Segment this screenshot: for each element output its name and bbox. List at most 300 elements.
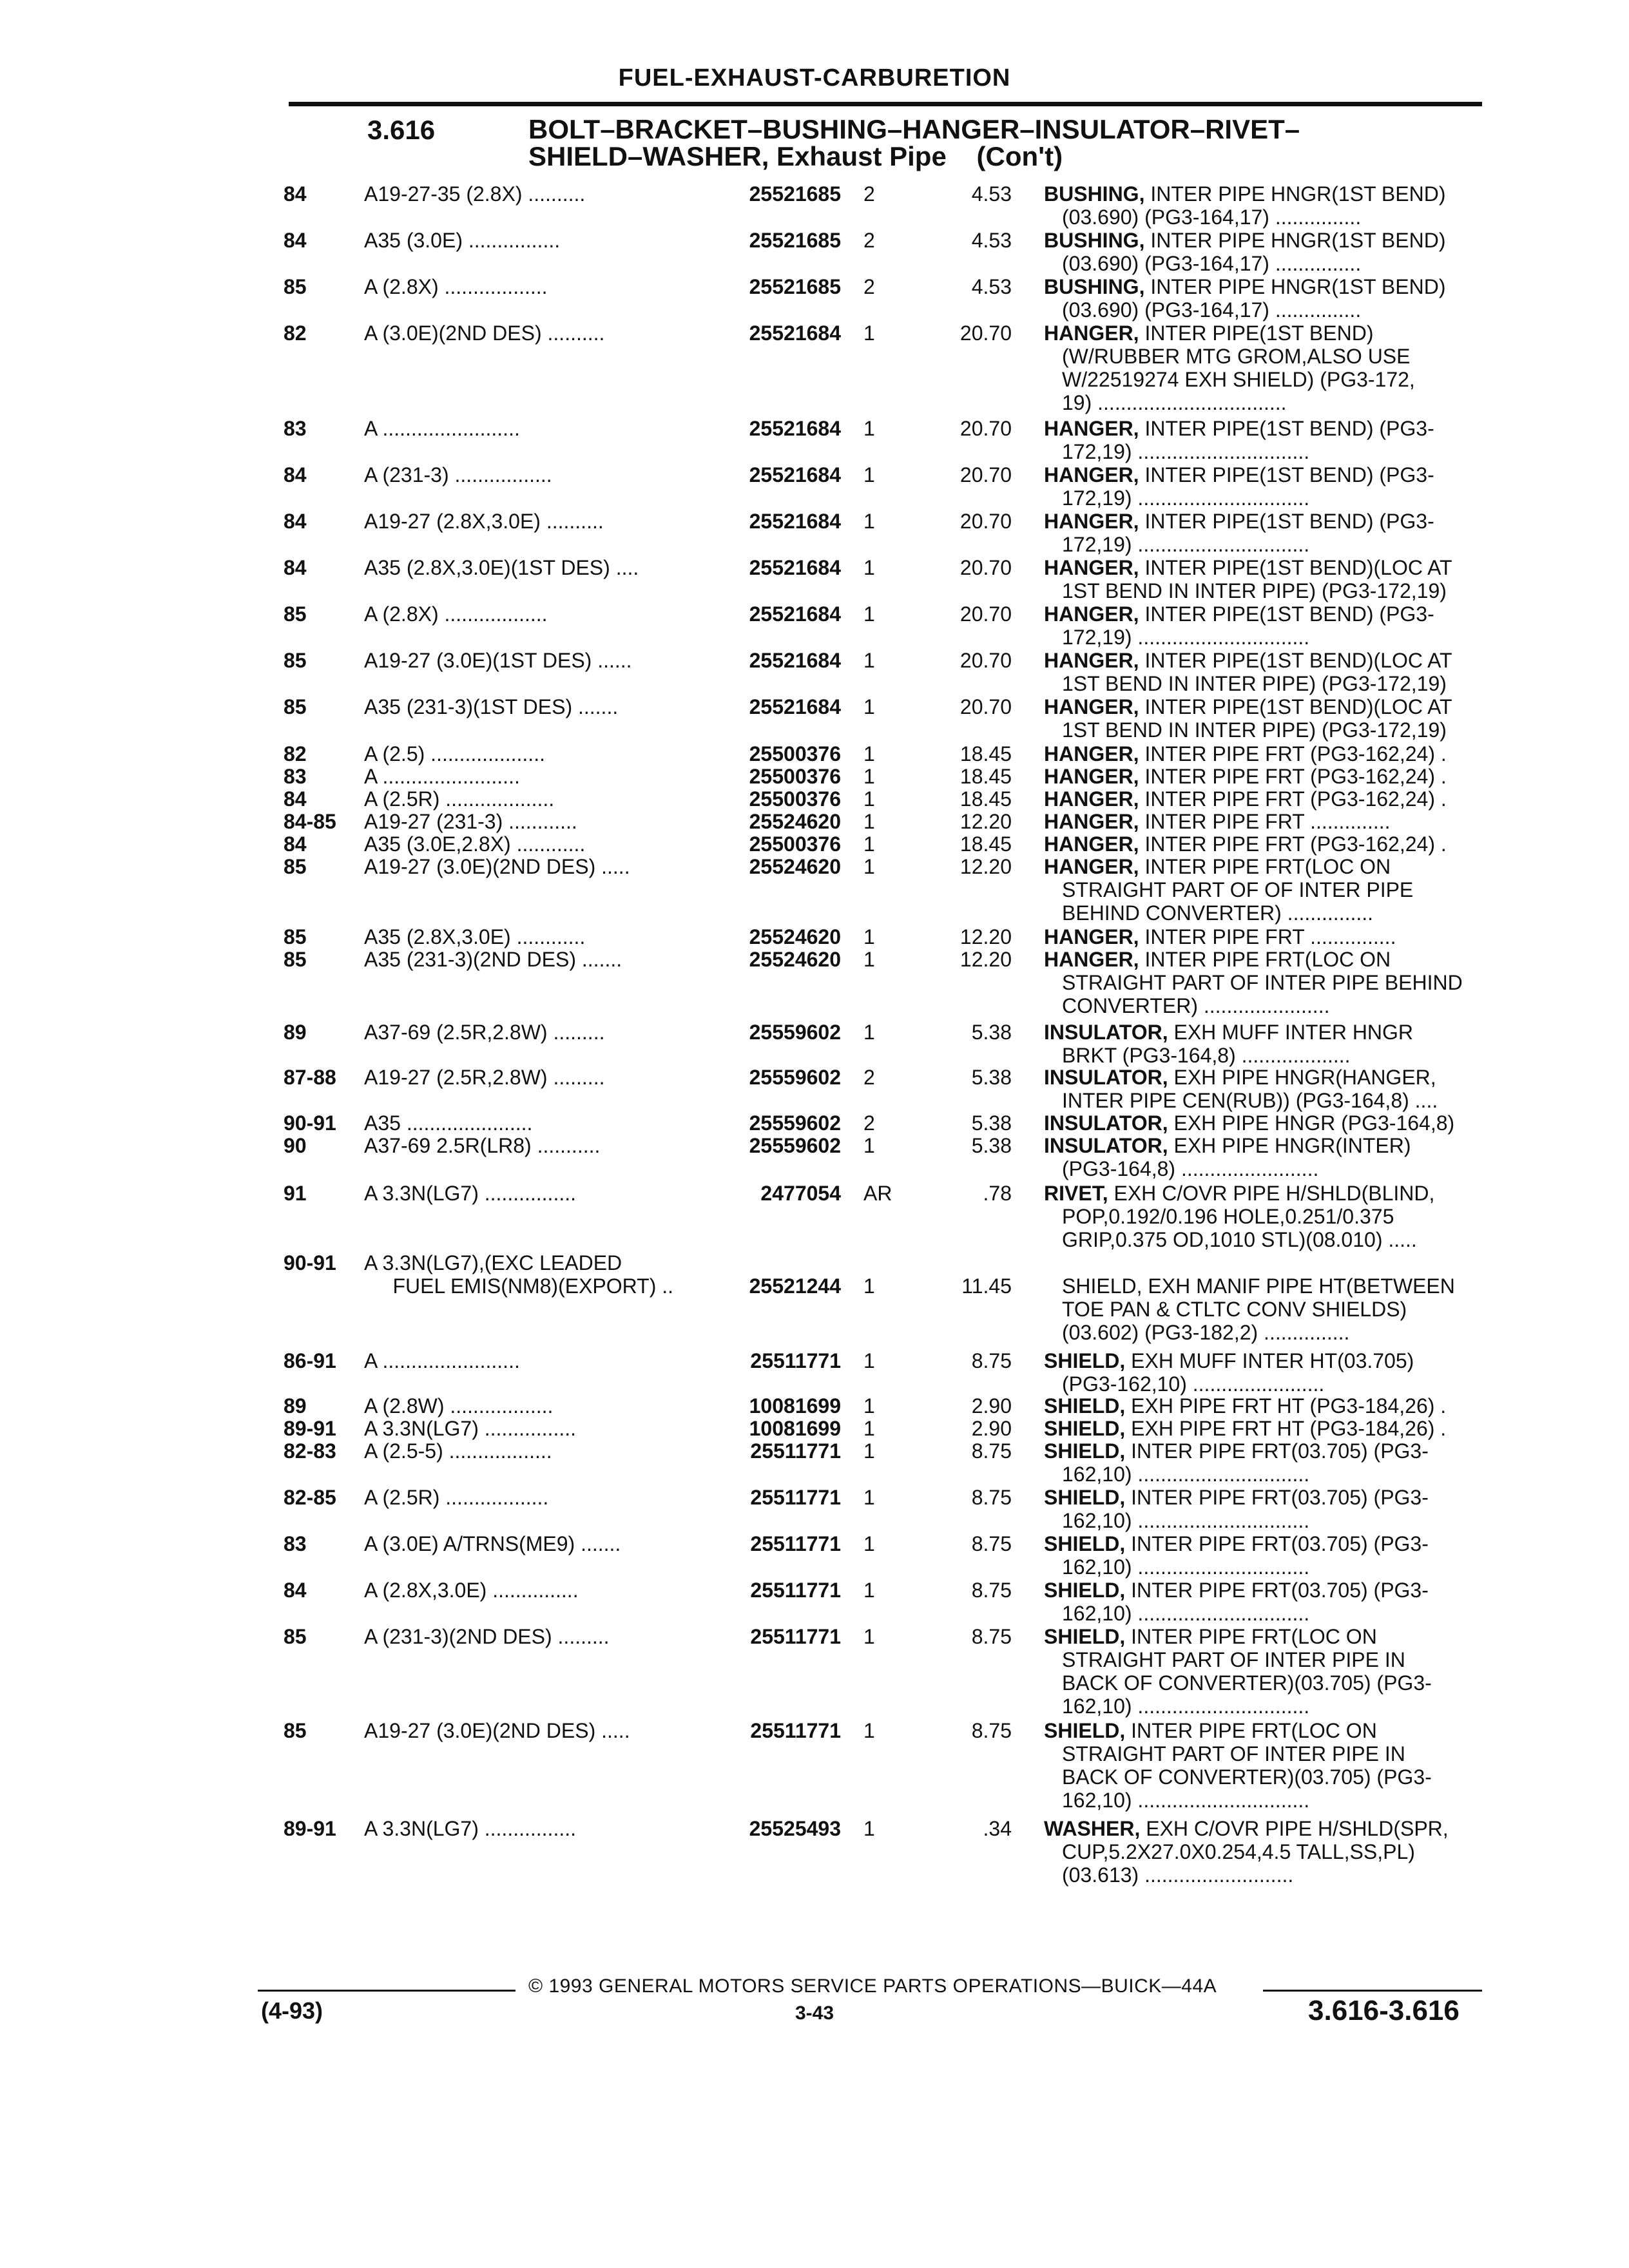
price: 4.53 xyxy=(971,229,1012,252)
price: 8.75 xyxy=(971,1719,1012,1742)
description-line xyxy=(1044,787,1521,811)
model-application: A19-27-35 (2.8X) .......... xyxy=(364,182,586,206)
part-name: HANGER, xyxy=(1044,602,1139,626)
description-text: EXH C/OVR PIPE H/SHLD(BLIND, xyxy=(1108,1182,1435,1205)
description-line xyxy=(1044,1579,1521,1602)
part-name: HANGER, xyxy=(1044,556,1139,579)
part-number: 25521244 xyxy=(749,1274,841,1298)
description-text: EXH PIPE HNGR (PG3-164,8) xyxy=(1168,1111,1455,1135)
part-number: 25500376 xyxy=(749,832,841,856)
part-number: 25521684 xyxy=(749,649,841,672)
part-description xyxy=(1044,1439,1521,1486)
fig-number: 85 xyxy=(284,925,307,948)
price: 12.20 xyxy=(959,855,1012,878)
fig-number: 90 xyxy=(284,1134,307,1157)
part-name: HANGER, xyxy=(1044,417,1139,440)
price: 20.70 xyxy=(959,322,1012,345)
part-name: SHIELD, xyxy=(1044,1579,1126,1602)
part-description xyxy=(1044,1817,1521,1887)
part-description xyxy=(1044,855,1521,925)
part-number: 25511771 xyxy=(750,1719,841,1742)
quantity: 1 xyxy=(863,1439,875,1463)
fig-number: 85 xyxy=(284,275,307,298)
fig-number: 83 xyxy=(284,417,307,440)
part-number: 25511771 xyxy=(750,1349,841,1372)
description-line: STRAIGHT PART OF INTER PIPE BEHIND xyxy=(1062,971,1463,994)
part-number: 25511771 xyxy=(750,1532,841,1555)
quantity: 1 xyxy=(863,510,875,533)
model-application: A (2.8X,3.0E) ............... xyxy=(364,1579,579,1602)
part-description xyxy=(1044,1066,1521,1112)
description-line: (PG3-164,8) ........................ xyxy=(1062,1157,1319,1180)
model-application: A ........................ xyxy=(364,765,520,788)
part-name: HANGER, xyxy=(1044,925,1139,948)
model-application: A37-69 (2.5R,2.8W) ......... xyxy=(364,1021,605,1044)
description-line: 162,10) .............................. xyxy=(1062,1463,1310,1486)
quantity: 1 xyxy=(863,1134,875,1157)
price: 20.70 xyxy=(959,602,1012,626)
part-name: BUSHING, xyxy=(1044,275,1145,298)
price: 8.75 xyxy=(971,1579,1012,1602)
model-application: A19-27 (2.8X,3.0E) .......... xyxy=(364,510,604,533)
quantity: 1 xyxy=(863,1417,875,1440)
description-line: (W/RUBBER MTG GROM,ALSO USE xyxy=(1062,345,1411,368)
description-text: INTER PIPE FRT(03.705) (PG3- xyxy=(1125,1439,1429,1463)
fig-number: 84 xyxy=(284,832,307,856)
part-name: SHIELD, xyxy=(1044,1394,1126,1418)
description-line: GRIP,0.375 OD,1010 STL)(08.010) ..... xyxy=(1062,1228,1417,1251)
part-number: 25521684 xyxy=(749,463,841,486)
part-number: 10081699 xyxy=(749,1394,841,1418)
footer-page-number: 3-43 xyxy=(795,2003,834,2024)
description-text: INTER PIPE FRT ............... xyxy=(1139,925,1396,948)
quantity: 2 xyxy=(863,182,875,206)
section-title-line2: SHIELD–WASHER, Exhaust Pipe xyxy=(528,141,947,171)
model-application: A (3.0E) A/TRNS(ME9) ....... xyxy=(364,1532,621,1555)
model-application: A19-27 (2.5R,2.8W) ......... xyxy=(364,1066,605,1089)
description-line: BACK OF CONVERTER)(03.705) (PG3- xyxy=(1062,1671,1432,1695)
description-line xyxy=(1044,1349,1521,1372)
quantity: 1 xyxy=(863,1021,875,1044)
fig-number: 82-85 xyxy=(284,1486,336,1509)
description-line xyxy=(1044,1486,1521,1509)
part-number: 25525493 xyxy=(749,1817,841,1840)
part-name: HANGER, xyxy=(1044,649,1139,672)
model-application: A19-27 (231-3) ............ xyxy=(364,810,577,833)
model-application: A 3.3N(LG7),(EXC LEADED FUEL EMIS(NM8)(EXPORT) .. xyxy=(364,1251,674,1298)
fig-number: 84 xyxy=(284,182,307,206)
fig-number: 84 xyxy=(284,510,307,533)
description-line: STRAIGHT PART OF OF INTER PIPE xyxy=(1062,878,1414,901)
quantity: 1 xyxy=(863,1486,875,1509)
part-description xyxy=(1044,510,1521,556)
part-name: HANGER, xyxy=(1044,832,1139,856)
section-title-line1: BOLT–BRACKET–BUSHING–HANGER–INSULATOR–RIVET– xyxy=(528,114,1300,144)
description-text: INTER PIPE HNGR(1ST BEND) xyxy=(1144,182,1446,206)
part-description xyxy=(1044,1021,1521,1067)
description-text: INTER PIPE FRT(LOC ON xyxy=(1125,1719,1377,1742)
model-application: A (231-3)(2ND DES) ......... xyxy=(364,1625,610,1648)
part-number: 25521684 xyxy=(749,695,841,718)
part-name: INSULATOR, xyxy=(1044,1066,1168,1089)
description-line xyxy=(1044,1625,1521,1648)
description-line: 172,19) .............................. xyxy=(1062,486,1310,510)
price: .78 xyxy=(983,1182,1012,1205)
footer-date-code: (4-93) xyxy=(261,1997,323,2024)
part-description xyxy=(1044,229,1521,275)
description-text: INTER PIPE(1ST BEND) (PG3- xyxy=(1139,417,1434,440)
part-number: 25524620 xyxy=(749,925,841,948)
part-description xyxy=(1044,1417,1521,1440)
description-line: STRAIGHT PART OF INTER PIPE IN xyxy=(1062,1648,1405,1671)
part-number: 25521685 xyxy=(749,229,841,252)
description-line: INTER PIPE CEN(RUB)) (PG3-164,8) .... xyxy=(1062,1089,1438,1112)
description-text: INTER PIPE FRT(03.705) (PG3- xyxy=(1125,1486,1429,1509)
part-description xyxy=(1044,649,1521,695)
fig-number: 84-85 xyxy=(284,810,336,833)
model-application: A 3.3N(LG7) ................ xyxy=(364,1182,576,1205)
part-name: SHIELD, xyxy=(1044,1439,1126,1463)
part-number: 2477054 xyxy=(760,1182,841,1205)
part-name: HANGER, xyxy=(1044,948,1139,971)
description-text: INTER PIPE(1ST BEND) (PG3- xyxy=(1139,510,1434,533)
description-line xyxy=(1044,1134,1521,1157)
quantity: 1 xyxy=(863,1349,875,1372)
part-name: SHIELD, xyxy=(1044,1532,1126,1555)
part-number: 25500376 xyxy=(749,765,841,788)
description-line: 162,10) .............................. xyxy=(1062,1555,1310,1579)
price: 20.70 xyxy=(959,695,1012,718)
price: 11.45 xyxy=(961,1274,1012,1298)
description-line xyxy=(1044,1719,1521,1742)
part-name: HANGER, xyxy=(1044,463,1139,486)
fig-number: 82 xyxy=(284,322,307,345)
description-text: EXH PIPE HNGR(HANGER, xyxy=(1168,1066,1436,1089)
fig-number: 85 xyxy=(284,948,307,971)
part-description xyxy=(1044,695,1521,742)
description-text: INTER PIPE(1ST BEND) (PG3- xyxy=(1139,602,1434,626)
model-application: A (3.0E)(2ND DES) .......... xyxy=(364,322,605,345)
model-application: A 3.3N(LG7) ................ xyxy=(364,1417,576,1440)
price: 5.38 xyxy=(971,1111,1012,1135)
model-application: A35 ...................... xyxy=(364,1111,533,1135)
price: 18.45 xyxy=(959,765,1012,788)
part-name: HANGER, xyxy=(1044,855,1139,878)
part-description xyxy=(1044,948,1521,1017)
price: .34 xyxy=(983,1817,1012,1840)
model-application: A19-27 (3.0E)(2ND DES) ..... xyxy=(364,855,630,878)
description-line: STRAIGHT PART OF INTER PIPE IN xyxy=(1062,1742,1405,1765)
model-application: A (2.5R) ................... xyxy=(364,787,555,811)
description-line xyxy=(1044,855,1521,878)
section-title xyxy=(528,116,1300,170)
quantity: 1 xyxy=(863,948,875,971)
fig-number: 85 xyxy=(284,855,307,878)
description-text: EXH MUFF INTER HT(03.705) xyxy=(1125,1349,1414,1372)
model-application: A35 (231-3)(2ND DES) ....... xyxy=(364,948,622,971)
part-name: HANGER, xyxy=(1044,742,1139,765)
quantity: 2 xyxy=(863,275,875,298)
model-application: A (231-3) ................. xyxy=(364,463,552,486)
part-description xyxy=(1044,1349,1521,1396)
price: 20.70 xyxy=(959,463,1012,486)
quantity: 1 xyxy=(863,556,875,579)
description-text: EXH C/OVR PIPE H/SHLD(SPR, xyxy=(1140,1817,1449,1840)
part-name: BUSHING, xyxy=(1044,182,1145,206)
quantity: 1 xyxy=(863,787,875,811)
part-description xyxy=(1044,810,1521,833)
price: 12.20 xyxy=(959,810,1012,833)
part-name: RIVET, xyxy=(1044,1182,1108,1205)
description-line: (03.602) (PG3-182,2) ............... xyxy=(1062,1321,1350,1344)
part-description xyxy=(1044,463,1521,510)
description-line xyxy=(1044,1066,1521,1089)
description-line xyxy=(1044,1439,1521,1463)
part-description xyxy=(1044,742,1521,765)
description-line xyxy=(1044,1417,1521,1440)
fig-number: 84 xyxy=(284,556,307,579)
description-text: INTER PIPE FRT (PG3-162,24) . xyxy=(1139,832,1447,856)
description-line: CUP,5.2X27.0X0.254,4.5 TALL,SS,PL) xyxy=(1062,1840,1415,1863)
part-description xyxy=(1044,275,1521,322)
quantity: 1 xyxy=(863,742,875,765)
quantity: 1 xyxy=(863,925,875,948)
price: 12.20 xyxy=(959,948,1012,971)
price: 5.38 xyxy=(971,1021,1012,1044)
part-number: 10081699 xyxy=(749,1417,841,1440)
fig-number: 89-91 xyxy=(284,1817,336,1840)
fig-number: 84 xyxy=(284,787,307,811)
quantity: 1 xyxy=(863,810,875,833)
model-application: A37-69 2.5R(LR8) ........... xyxy=(364,1134,601,1157)
part-number: 25511771 xyxy=(750,1579,841,1602)
part-description xyxy=(1044,417,1521,463)
price: 18.45 xyxy=(959,832,1012,856)
description-text: INTER PIPE FRT(03.705) (PG3- xyxy=(1125,1532,1429,1555)
description-line xyxy=(1044,742,1521,765)
model-application: A35 (2.8X,3.0E)(1ST DES) .... xyxy=(364,556,639,579)
fig-number: 85 xyxy=(284,695,307,718)
model-application: A19-27 (3.0E)(1ST DES) ...... xyxy=(364,649,632,672)
quantity: 1 xyxy=(863,1625,875,1648)
part-number: 25559602 xyxy=(749,1066,841,1089)
description-line: 1ST BEND IN INTER PIPE) (PG3-172,19) xyxy=(1062,579,1447,602)
part-number: 25524620 xyxy=(749,855,841,878)
model-application: A (2.5) .................... xyxy=(364,742,545,765)
description-line: (03.690) (PG3-164,17) ............... xyxy=(1062,206,1362,229)
description-line: 162,10) .............................. xyxy=(1062,1602,1310,1625)
model-application: A35 (231-3)(1ST DES) ....... xyxy=(364,695,619,718)
fig-number: 87-88 xyxy=(284,1066,336,1089)
part-number: 25524620 xyxy=(749,948,841,971)
part-number: 25559602 xyxy=(749,1134,841,1157)
fig-number: 85 xyxy=(284,649,307,672)
description-line xyxy=(1044,1817,1521,1840)
quantity: 1 xyxy=(863,1532,875,1555)
fig-number: 82 xyxy=(284,742,307,765)
part-number: 25521684 xyxy=(749,602,841,626)
part-number: 25500376 xyxy=(749,742,841,765)
part-name: HANGER, xyxy=(1044,695,1139,718)
part-number: 25521684 xyxy=(749,322,841,345)
model-application: A (2.8X) .................. xyxy=(364,275,548,298)
model-application: A ........................ xyxy=(364,417,520,440)
description-line: BEHIND CONVERTER) ............... xyxy=(1062,901,1374,925)
description-line xyxy=(1044,510,1521,533)
price: 5.38 xyxy=(971,1066,1012,1089)
price: 4.53 xyxy=(971,182,1012,206)
description-text: INTER PIPE(1ST BEND)(LOC AT xyxy=(1139,695,1452,718)
part-number: 25511771 xyxy=(750,1625,841,1648)
description-line: BRKT (PG3-164,8) ................... xyxy=(1062,1044,1351,1067)
description-text: EXH PIPE FRT HT (PG3-184,26) . xyxy=(1125,1417,1447,1440)
description-line xyxy=(1044,463,1521,486)
description-line: 1ST BEND IN INTER PIPE) (PG3-172,19) xyxy=(1062,718,1447,742)
quantity: 1 xyxy=(863,765,875,788)
quantity: AR xyxy=(863,1182,892,1205)
fig-number: 83 xyxy=(284,765,307,788)
description-text: INTER PIPE FRT(03.705) (PG3- xyxy=(1125,1579,1429,1602)
description-line xyxy=(1044,695,1521,718)
description-line: 162,10) .............................. xyxy=(1062,1789,1310,1812)
model-application: A35 (2.8X,3.0E) ............ xyxy=(364,925,586,948)
description-line: W/22519274 EXH SHIELD) (PG3-172, xyxy=(1062,368,1415,391)
quantity: 1 xyxy=(863,1394,875,1418)
description-line: POP,0.192/0.196 HOLE,0.251/0.375 xyxy=(1062,1205,1394,1228)
price: 4.53 xyxy=(971,275,1012,298)
part-name: INSULATOR, xyxy=(1044,1021,1168,1044)
fig-number: 84 xyxy=(284,1579,307,1602)
description-line: 162,10) .............................. xyxy=(1062,1695,1310,1718)
description-line: SHIELD, EXH MANIF PIPE HT(BETWEEN xyxy=(1062,1274,1455,1298)
description-line xyxy=(1044,182,1521,206)
quantity: 1 xyxy=(863,1579,875,1602)
part-number: 25521684 xyxy=(749,556,841,579)
quantity: 1 xyxy=(863,695,875,718)
description-line xyxy=(1044,832,1521,856)
part-name: HANGER, xyxy=(1044,510,1139,533)
quantity: 1 xyxy=(863,1274,875,1298)
quantity: 2 xyxy=(863,1111,875,1135)
model-application: A (2.8W) .................. xyxy=(364,1394,554,1418)
fig-number: 90-91 xyxy=(284,1251,336,1274)
description-line: 162,10) .............................. xyxy=(1062,1509,1310,1532)
description-text: INTER PIPE FRT(LOC ON xyxy=(1139,948,1391,971)
description-line xyxy=(1044,1394,1521,1418)
part-number: 25559602 xyxy=(749,1111,841,1135)
part-name: INSULATOR, xyxy=(1044,1111,1168,1135)
price: 12.20 xyxy=(959,925,1012,948)
part-number: 25511771 xyxy=(750,1486,841,1509)
quantity: 1 xyxy=(863,602,875,626)
description-line xyxy=(1044,1251,1521,1274)
part-number: 25511771 xyxy=(750,1439,841,1463)
description-line: 19) ................................. xyxy=(1062,391,1287,414)
description-line xyxy=(1044,948,1521,971)
quantity: 2 xyxy=(863,1066,875,1089)
footer-section-range: 3.616-3.616 xyxy=(1308,1995,1460,2026)
part-name: HANGER, xyxy=(1044,765,1139,788)
description-text: INTER PIPE(1ST BEND) xyxy=(1139,322,1374,345)
fig-number: 85 xyxy=(284,602,307,626)
description-line: (03.613) .......................... xyxy=(1062,1863,1294,1887)
price: 2.90 xyxy=(971,1417,1012,1440)
quantity: 1 xyxy=(863,855,875,878)
fig-number: 85 xyxy=(284,1625,307,1648)
model-application: A (2.5-5) .................. xyxy=(364,1439,552,1463)
quantity: 1 xyxy=(863,322,875,345)
part-name: WASHER, xyxy=(1044,1817,1141,1840)
price: 8.75 xyxy=(971,1439,1012,1463)
part-description xyxy=(1044,556,1521,602)
model-application: A35 (3.0E,2.8X) ............ xyxy=(364,832,586,856)
model-application: A ........................ xyxy=(364,1349,520,1372)
footer-rule-right xyxy=(1263,1990,1482,1992)
section-number: 3.616 xyxy=(367,115,436,145)
part-description xyxy=(1044,1111,1521,1135)
description-line: (03.690) (PG3-164,17) ............... xyxy=(1062,252,1362,275)
part-number: 25524620 xyxy=(749,810,841,833)
quantity: 1 xyxy=(863,649,875,672)
header-rule xyxy=(289,102,1482,106)
price: 20.70 xyxy=(959,510,1012,533)
fig-number: 84 xyxy=(284,229,307,252)
part-description xyxy=(1044,1486,1521,1532)
part-name: HANGER, xyxy=(1044,787,1139,811)
model-application: A35 (3.0E) ................ xyxy=(364,229,561,252)
description-text: EXH MUFF INTER HNGR xyxy=(1168,1021,1414,1044)
part-description xyxy=(1044,832,1521,856)
part-number: 25521684 xyxy=(749,417,841,440)
model-application: A 3.3N(LG7) ................ xyxy=(364,1817,576,1840)
fig-number: 82-83 xyxy=(284,1439,336,1463)
price: 8.75 xyxy=(971,1625,1012,1648)
price: 20.70 xyxy=(959,417,1012,440)
part-description xyxy=(1044,1719,1521,1812)
description-line xyxy=(1044,1111,1521,1135)
description-line xyxy=(1044,649,1521,672)
part-name: HANGER, xyxy=(1044,322,1139,345)
description-text: INTER PIPE FRT(LOC ON xyxy=(1139,855,1391,878)
part-description xyxy=(1044,787,1521,811)
description-line: TOE PAN & CTLTC CONV SHIELDS) xyxy=(1062,1298,1407,1321)
fig-number: 85 xyxy=(284,1719,307,1742)
description-line xyxy=(1044,925,1521,948)
footer-rule-left xyxy=(258,1990,516,1992)
price: 2.90 xyxy=(971,1394,1012,1418)
price: 8.75 xyxy=(971,1349,1012,1372)
description-line: (PG3-162,10) ....................... xyxy=(1062,1372,1325,1396)
fig-number: 89 xyxy=(284,1394,307,1418)
description-text: INTER PIPE HNGR(1ST BEND) xyxy=(1144,275,1446,298)
part-description xyxy=(1044,182,1521,229)
description-text: EXH PIPE FRT HT (PG3-184,26) . xyxy=(1125,1394,1447,1418)
quantity: 1 xyxy=(863,1817,875,1840)
part-description xyxy=(1044,1394,1521,1418)
fig-number: 89-91 xyxy=(284,1417,336,1440)
price: 8.75 xyxy=(971,1532,1012,1555)
description-line xyxy=(1044,810,1521,833)
description-line: CONVERTER) ...................... xyxy=(1062,994,1330,1017)
description-line xyxy=(1044,1021,1521,1044)
description-line: 1ST BEND IN INTER PIPE) (PG3-172,19) xyxy=(1062,672,1447,695)
part-description xyxy=(1044,1532,1521,1579)
part-number: 25521684 xyxy=(749,510,841,533)
description-line: 172,19) .............................. xyxy=(1062,533,1310,556)
description-text: INTER PIPE FRT (PG3-162,24) . xyxy=(1139,765,1447,788)
description-line: 172,19) .............................. xyxy=(1062,440,1310,463)
fig-number: 91 xyxy=(284,1182,307,1205)
